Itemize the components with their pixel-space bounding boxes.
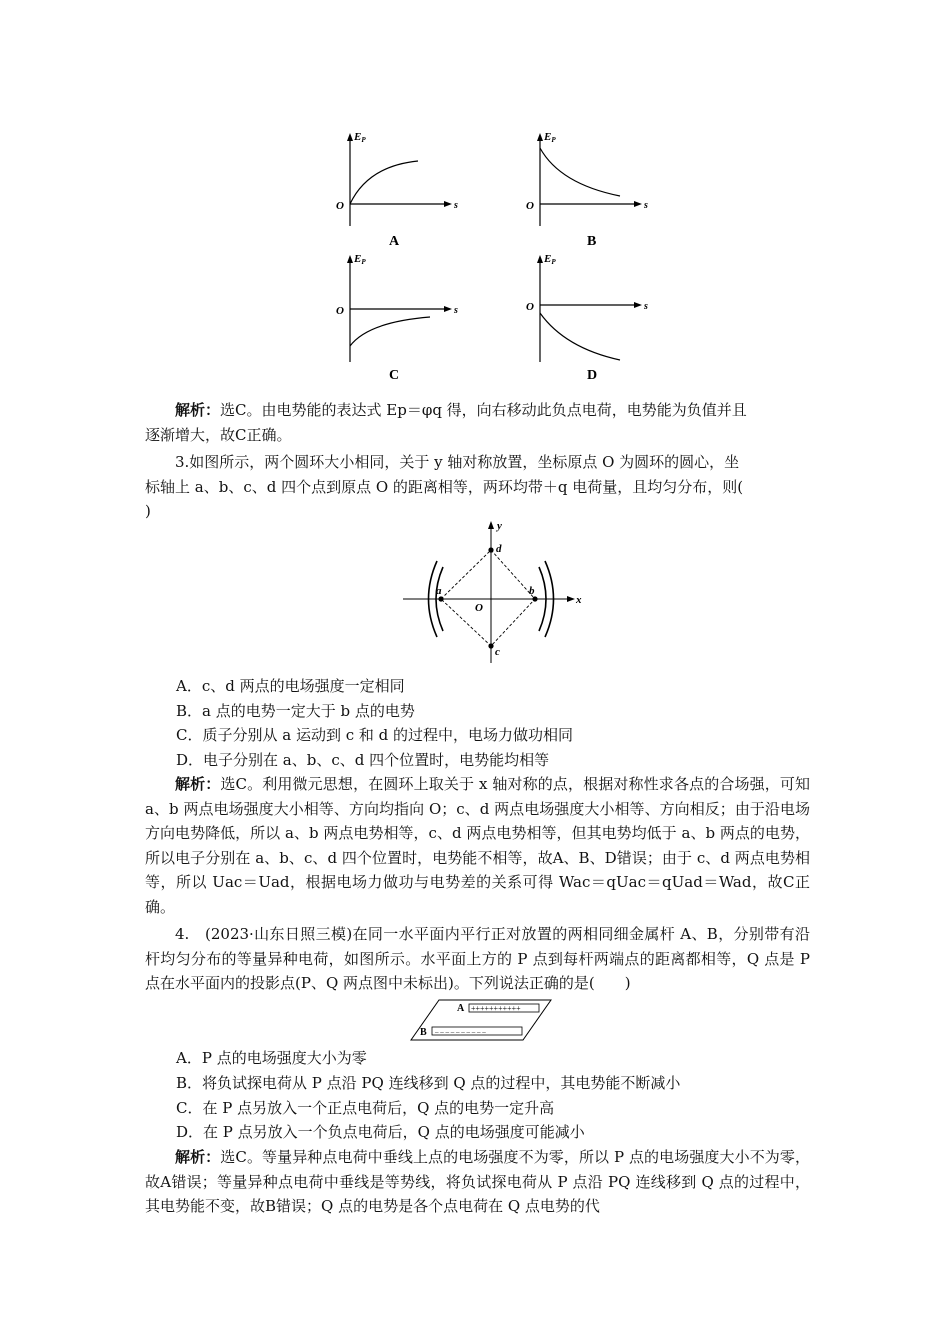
graph-d xyxy=(520,250,660,385)
point-d xyxy=(488,547,493,552)
rod-b-label: B xyxy=(420,1027,427,1038)
y-axis-label: EP xyxy=(354,131,366,144)
rings-figure xyxy=(395,515,595,665)
y-axis-label: y xyxy=(497,520,502,532)
q3-stem-line2: 标轴上 a、b、c、d 四个点到原点 O 的距离相等，两环均带＋q 电荷量，且均匀分布，则( xyxy=(145,478,744,496)
curve-c xyxy=(350,317,430,346)
q4-option-c: C．在 P 点另放入一个正点电荷后，Q 点的电势一定升高 xyxy=(176,1099,555,1117)
q3-stem-line3: ) xyxy=(145,502,151,520)
dashed-diamond xyxy=(441,550,535,646)
q4-option-a: A．P 点的电场强度大小为零 xyxy=(176,1049,367,1067)
q3-stem-line1: 3.如图所示，两个圆环大小相同，关于 y 轴对称放置，坐标原点 O 为圆环的圆心，坐 xyxy=(175,453,740,471)
q4-option-d: D．在 P 点另放入一个负点电荷后，Q 点的电场强度可能减小 xyxy=(176,1123,585,1141)
origin-label: O xyxy=(526,200,534,212)
label-b: b xyxy=(529,585,535,597)
origin-label: O xyxy=(336,305,344,317)
y-axis-label: EP xyxy=(544,253,556,266)
graph-a xyxy=(330,120,470,250)
q3-option-b: B．a 点的电势一定大于 b 点的电势 xyxy=(176,702,415,720)
label-d: d xyxy=(496,543,502,555)
analysis-label: 解析： xyxy=(175,775,221,793)
y-axis-label: EP xyxy=(354,253,366,266)
label-a: a xyxy=(436,585,442,597)
graph-letter: C xyxy=(389,368,400,383)
point-a xyxy=(438,596,443,601)
q3-option-d: D．电子分别在 a、b、c、d 四个位置时，电势能均相等 xyxy=(176,751,550,769)
label-c: c xyxy=(495,646,500,658)
analysis-label: 解析： xyxy=(175,401,221,419)
q3-option-c: C．质子分别从 a 运动到 c 和 d 的过程中，电场力做功相同 xyxy=(176,726,574,744)
graph-c xyxy=(330,250,470,385)
curve-b xyxy=(540,148,620,196)
x-axis-label: s xyxy=(644,200,648,211)
x-axis-label: s xyxy=(644,301,648,312)
q2-analysis-line1: 解析：选C。由电势能的表达式 Ep＝φq 得，向右移动此负点电荷，电势能为负值并且 xyxy=(175,401,747,419)
curve-a xyxy=(350,161,418,204)
q4-analysis: 解析：选C。等量异种点电荷中垂线上点的电场强度不为零，所以 P 点的电场强度大小不为零，故A错误；等量异种点电荷中垂线是等势线，将负试探电荷从 P 点沿 PQ 连线移到 Q 点的过程中，其电势能不变，故B错误；Q 点的电势是各个点电荷在 Q 点电势的代 xyxy=(145,1148,810,1215)
q2-analysis-line2: 逐渐增大，故C正确。 xyxy=(145,426,292,444)
rod-b-charges: – – – – – – – – – – xyxy=(435,1028,486,1036)
point-b xyxy=(532,596,537,601)
q4-stem: 4. (2023·山东日照三模)在同一水平面内平行正对放置的两相同细金属杆 A、B，分别带有沿杆均匀分布的等量异种电荷，如图所示。水平面上方的 P 点到每杆两端点的距离都相等，Q 点是 P 点在水平面内的投影点(P、Q 两点图中未标出)。下列说法正确的是( ) xyxy=(145,925,810,992)
q3-option-a: A．c、d 两点的电场强度一定相同 xyxy=(176,677,405,695)
origin-label: O xyxy=(336,200,344,212)
curve-d xyxy=(540,313,620,360)
rods-figure xyxy=(405,996,555,1044)
point-c xyxy=(488,643,493,648)
x-axis-label: x xyxy=(576,594,582,606)
y-axis-label: EP xyxy=(544,131,556,144)
graph-letter: D xyxy=(587,368,598,383)
x-axis-label: s xyxy=(454,305,458,316)
rod-a-label: A xyxy=(457,1003,465,1014)
q3-analysis: 解析：选C。利用微元思想，在圆环上取关于 x 轴对称的点，根据对称性求各点的合场强，可知 a、b 两点电场强度大小相等、方向均指向 O；c、d 两点电场强度大小相等、方向相反；由于沿电场方向电势降低，所以 a、b 两点电势相等，c、d 两点电势相等，但其电势均低于 a、b 两点的电势，所以电子分别在 a、b、c、d 四个位置时，电势能不相等，故A、B、D错误；由于 c、d 两点电势相等，所以 Uac＝Uad，根据电场力做功与电势差的关系可得 Wac＝qUac＝qUad＝Wad，故C正确。 xyxy=(145,775,810,916)
label-o: O xyxy=(475,602,483,614)
graph-b xyxy=(520,120,660,250)
origin-label: O xyxy=(526,301,534,313)
graph-letter: B xyxy=(587,234,597,249)
analysis-label: 解析： xyxy=(175,1148,221,1166)
graph-letter: A xyxy=(389,234,400,249)
rod-a-charges: +++++++++++ xyxy=(471,1004,521,1013)
q4-option-b: B．将负试探电荷从 P 点沿 PQ 连线移到 Q 点的过程中，其电势能不断减小 xyxy=(176,1074,681,1092)
x-axis-label: s xyxy=(454,200,458,211)
